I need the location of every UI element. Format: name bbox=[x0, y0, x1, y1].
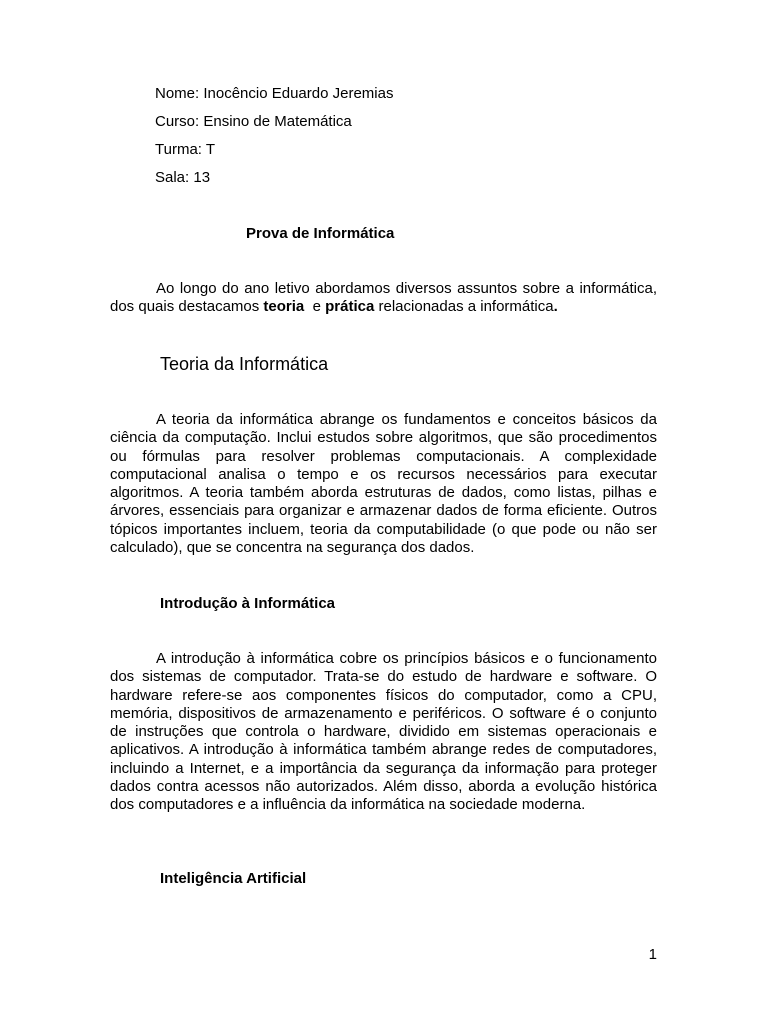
intro-text-mid: e bbox=[304, 298, 326, 316]
course: Curso: Ensino de Matemática bbox=[155, 113, 352, 130]
document-title: Prova de Informática bbox=[246, 225, 395, 242]
section-body-introducao: A introdução à informática cobre os princípios básicos e o funcionamento dos sistemas de computador. Trata-se do estudo de hardware e software. O hardware refere-se aos componentes físicos do computador, como a CPU, memória, dispositivos de armazenamento e periféricos. O software é o conjunto de instruções que controla o hardware, dividido em sistemas operacionais e aplicativos. A introdução à informática também abrange redes de computadores, incluindo a Internet, e a importância da segurança da informação para proteger dados contra acessos não autorizados. Além disso, aborda a evolução histórica dos computadores e a influência da informática na sociedade moderna. bbox=[110, 650, 657, 814]
intro-text-before: Ao longo do ano letivo abordamos diversos assuntos sobre a informática, dos quais destacamos bbox=[110, 280, 657, 316]
intro-text-after: relacionadas a informática bbox=[374, 298, 554, 316]
intro-period: . bbox=[553, 298, 558, 316]
intro-bold-teoria: teoria bbox=[263, 298, 305, 316]
section-body-teoria: A teoria da informática abrange os fundamentos e conceitos básicos da ciência da computação. Inclui estudos sobre algoritmos, que são procedimentos ou fórmulas para resolver problemas computacionais. A complexidade computacional analisa o tempo e os recursos necessários para executar algoritmos. A teoria também aborda estruturas de dados, como listas, pilhas e árvores, essenciais para organizar e armazenar dados de forma eficiente. Outros tópicos importantes incluem, teoria da computabilidade (o que pode ou não ser calculado), que se concentra na segurança dos dados. bbox=[110, 411, 657, 557]
intro-bold-pratica: prática bbox=[325, 298, 375, 316]
intro-paragraph bbox=[110, 280, 657, 317]
section-heading-ia: Inteligência Artificial bbox=[160, 870, 307, 887]
room: Sala: 13 bbox=[155, 169, 211, 186]
section-heading-teoria: Teoria da Informática bbox=[160, 354, 329, 374]
page-number: 1 bbox=[648, 946, 657, 963]
section-heading-introducao: Introdução à Informática bbox=[160, 595, 336, 612]
student-name: Nome: Inocêncio Eduardo Jeremias bbox=[155, 85, 394, 102]
class-group: Turma: T bbox=[155, 141, 216, 158]
